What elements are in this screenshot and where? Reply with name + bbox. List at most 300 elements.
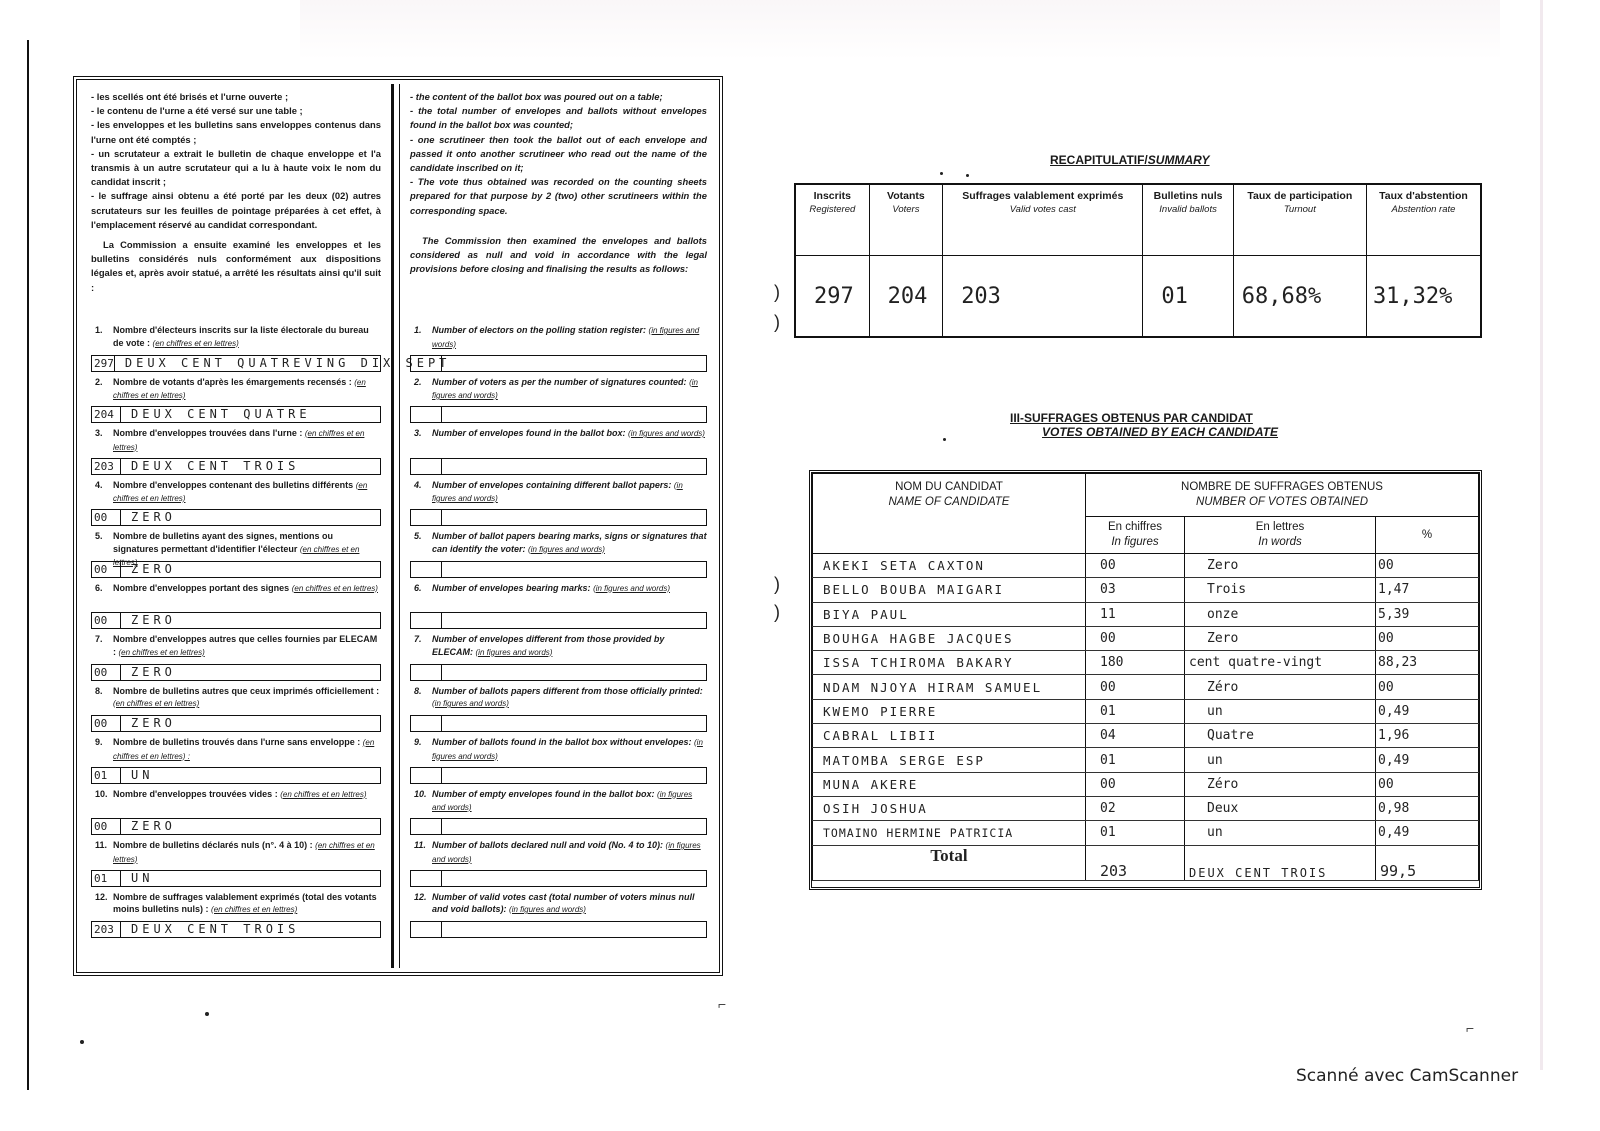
answer-words[interactable]: UN	[131, 767, 154, 782]
votes-percent[interactable]: 00	[1376, 554, 1479, 578]
question-label: Nombre de bulletins autres que ceux imprimés officiellement :	[113, 685, 380, 696]
question-label: Number of envelopes found in the ballot box:	[432, 428, 626, 438]
table-row	[813, 602, 1479, 626]
candidate-name: KWEMO PIERRE	[813, 699, 1086, 723]
english-column	[399, 84, 717, 968]
votes-words[interactable]: Zero	[1185, 554, 1376, 578]
candidate-name: BOUHGA HAGBE JACQUES	[813, 626, 1086, 650]
question-12	[410, 891, 707, 943]
question-2	[91, 376, 381, 428]
candidate-name: BELLO BOUBA MAIGARI	[813, 578, 1086, 602]
turnout-value[interactable]: 68,68%	[1233, 256, 1366, 338]
intro-bullet: - one scrutineer then took the ballot out of each envelope and passed it onto another scrutineer who read out the name of the candidate inscribed on it;	[410, 133, 707, 174]
questions-en	[410, 324, 707, 942]
votes-percent[interactable]: 00	[1376, 772, 1479, 796]
candidate-name: CABRAL LIBII	[813, 724, 1086, 748]
section-3-title	[1010, 411, 1278, 439]
camscanner-watermark: Scanné avec CamScanner	[1296, 1066, 1519, 1086]
question-1	[410, 324, 707, 376]
votes-words[interactable]: un	[1185, 821, 1376, 845]
total-row	[813, 845, 1479, 880]
question-hint: (in figures and words)	[432, 841, 701, 864]
answer-words[interactable]	[442, 510, 706, 525]
answer-figure[interactable]: 00	[92, 613, 121, 628]
question-label: Number of envelopes bearing marks:	[432, 582, 591, 593]
question-hint: (en chiffres et en lettres)	[291, 583, 378, 593]
answer-words[interactable]: ZERO	[131, 819, 176, 833]
votes-words[interactable]: Zéro	[1185, 675, 1376, 699]
question-label: Nombre d'enveloppes trouvées vides :	[113, 788, 278, 799]
answer-words[interactable]	[442, 665, 706, 680]
header-en: Abstention rate	[1391, 204, 1456, 215]
scan-bleed-through	[300, 0, 1500, 60]
votes-figure[interactable]: 01	[1086, 748, 1185, 772]
answer-field[interactable]	[91, 715, 381, 732]
summary-table	[794, 183, 1482, 338]
question-number: 5.	[95, 531, 103, 541]
answer-field[interactable]	[91, 509, 381, 526]
question-label: Number of voters as per the number of signatures counted:	[432, 376, 687, 387]
intro-bullet: - the content of the ballot box was poured out on a table;	[410, 91, 663, 102]
header-fr: Bulletins nuls	[1153, 190, 1223, 202]
question-hint: (en chiffres et en lettres)	[113, 544, 360, 567]
question-number: 9.	[95, 737, 103, 747]
answer-field[interactable]	[410, 612, 707, 629]
question-number: 7.	[414, 634, 422, 644]
question-7	[91, 633, 381, 685]
question-number: 12.	[414, 891, 427, 902]
intro-bullet: - the total number of envelopes and ballots without envelopes found in the ballot box was counted;	[410, 105, 707, 131]
answer-figure[interactable]	[411, 510, 442, 525]
header-fr: En lettres	[1255, 521, 1305, 533]
registered-value[interactable]: 297	[795, 256, 869, 338]
question-number: 6.	[414, 582, 422, 593]
scan-speck	[940, 172, 943, 175]
summary-title-en: SUMMARY	[1147, 153, 1210, 167]
question-label: Nombre d'enveloppes portant des signes	[113, 582, 290, 593]
col-invalid-ballots	[1143, 184, 1233, 256]
votes-figure[interactable]: 01	[1086, 821, 1185, 845]
header-row-1	[813, 474, 1479, 517]
votes-words[interactable]: Quatre	[1185, 724, 1376, 748]
question-hint: (in figures and words)	[432, 699, 509, 708]
answer-words[interactable]	[442, 716, 706, 731]
question-hint: (en chiffres et en lettres)	[152, 338, 239, 348]
question-number: 3.	[414, 428, 422, 438]
answer-field[interactable]	[410, 921, 707, 938]
intro-bullet: - les scellés ont été brisés et l'urne ouverte ;	[91, 91, 289, 102]
votes-figure[interactable]: 11	[1086, 602, 1185, 626]
answer-field[interactable]	[91, 561, 381, 578]
question-number: 7.	[95, 634, 103, 644]
candidate-name: OSIH JOSHUA	[813, 796, 1086, 820]
answer-words[interactable]	[442, 407, 706, 422]
votes-percent[interactable]: 1,96	[1376, 724, 1479, 748]
header-fr: Taux d'abstention	[1379, 190, 1468, 202]
counting-report-form	[73, 76, 723, 976]
question-3	[410, 427, 707, 479]
votes-figure[interactable]: 180	[1086, 651, 1185, 675]
summary-values-row	[795, 256, 1481, 338]
header-en: Turnout	[1283, 204, 1316, 215]
question-12	[91, 891, 381, 943]
candidate-name: ISSA TCHIROMA BAKARY	[813, 651, 1086, 675]
answer-field[interactable]	[91, 406, 381, 423]
votes-percent[interactable]: 0,49	[1376, 699, 1479, 723]
votes-figure[interactable]: 02	[1086, 796, 1185, 820]
answer-words[interactable]: DEUX CENT TROIS	[131, 458, 300, 473]
question-number: 2.	[414, 376, 422, 387]
answer-figure[interactable]: 00	[92, 510, 121, 525]
scan-speck	[966, 174, 969, 177]
answer-field[interactable]	[410, 870, 707, 887]
header-en: In figures	[1111, 536, 1159, 548]
answer-figure[interactable]: 00	[92, 562, 121, 577]
votes-words[interactable]: Trois	[1185, 578, 1376, 602]
votes-words[interactable]: cent quatre-vingt	[1185, 651, 1376, 675]
answer-figure[interactable]	[411, 922, 442, 937]
header-fr: Votants	[887, 190, 925, 202]
answer-field[interactable]	[410, 406, 707, 423]
votes-words[interactable]: Deux	[1185, 796, 1376, 820]
votes-figure[interactable]: 00	[1086, 772, 1185, 796]
answer-field[interactable]	[91, 664, 381, 681]
question-9	[91, 736, 381, 788]
col-abstention	[1366, 184, 1481, 256]
question-number: 4.	[95, 479, 103, 490]
question-hint: (en chiffres et en lettres)	[280, 789, 367, 799]
question-label: Number of ballots declared null and void (No. 4 to 10):	[432, 840, 664, 850]
answer-figure[interactable]	[411, 871, 442, 886]
question-label: Nombre de suffrages valablement exprimés (total des votants moins bulletins nuls) :	[113, 891, 377, 914]
intro-en	[410, 90, 707, 276]
question-hint: (in figures and words)	[432, 480, 683, 503]
col-registered	[795, 184, 869, 256]
answer-figure[interactable]: 203	[92, 459, 121, 474]
answer-field[interactable]	[91, 458, 381, 475]
intro-paragraph: The Commission then examined the envelopes and ballots considered as null and void in accordance with the legal provisions before closing and finalising the results as follows:	[410, 234, 707, 275]
question-9	[410, 736, 707, 788]
header-fr: NOMBRE DE SUFFRAGES OBTENUS	[1181, 481, 1383, 493]
answer-words[interactable]	[442, 356, 706, 371]
candidate-table	[812, 473, 1479, 881]
page-corner-mark: ⌐	[718, 996, 727, 1012]
answer-field[interactable]	[410, 767, 707, 784]
answer-figure[interactable]	[411, 562, 442, 577]
intro-bullet: - les enveloppes et les bulletins sans enveloppes contenus dans l'urne ont été comptés ;	[91, 119, 381, 145]
question-hint: (en chiffres et en lettres)	[118, 647, 205, 657]
votes-figure[interactable]: 01	[1086, 699, 1185, 723]
table-row	[813, 626, 1479, 650]
question-8	[410, 685, 707, 737]
scan-speck	[943, 438, 946, 441]
question-11	[91, 839, 381, 891]
answer-figure[interactable]	[411, 665, 442, 680]
question-hint: (en chiffres et en lettres)	[113, 429, 365, 452]
answer-field[interactable]	[410, 458, 707, 475]
votes-percent[interactable]: 0,49	[1376, 821, 1479, 845]
answer-words[interactable]: ZERO	[131, 613, 176, 627]
question-label: Nombre de bulletins déclarés nuls (n°. 4 à 10) :	[113, 840, 313, 850]
question-number: 6.	[95, 582, 103, 593]
question-number: 5.	[414, 531, 422, 541]
question-label: Nombre d'électeurs inscrits sur la liste électorale du bureau de vote :	[113, 325, 369, 348]
question-label: Number of empty envelopes found in the ballot box:	[432, 788, 655, 799]
summary-title	[1050, 153, 1210, 167]
question-number: 10.	[95, 788, 108, 799]
question-10	[91, 788, 381, 840]
answer-words[interactable]: ZERO	[131, 716, 176, 730]
answer-words[interactable]: DEUX CENT QUATRE	[131, 407, 311, 421]
table-row	[813, 772, 1479, 796]
valid-votes-value[interactable]: 203	[943, 256, 1143, 338]
question-label: Number of envelopes containing different ballot papers:	[432, 479, 672, 490]
question-number: 4.	[414, 479, 422, 490]
answer-field[interactable]	[410, 509, 707, 526]
answer-figure[interactable]	[411, 407, 442, 422]
question-label: Nombre de votants d'après les émargements recensés :	[113, 376, 352, 387]
question-hint: (in figures and words)	[432, 789, 693, 812]
table-row	[813, 821, 1479, 845]
answer-figure[interactable]	[411, 356, 442, 371]
header-in-words	[1185, 517, 1376, 554]
question-hint: (en chiffres et en lettres)	[113, 699, 200, 708]
votes-percent[interactable]: 0,49	[1376, 748, 1479, 772]
answer-field[interactable]	[410, 715, 707, 732]
header-en: Voters	[892, 204, 920, 215]
votes-percent[interactable]: 88,23	[1376, 651, 1479, 675]
candidate-name: BIYA PAUL	[813, 602, 1086, 626]
answer-words[interactable]	[442, 922, 706, 937]
question-3	[91, 427, 381, 479]
question-hint: (in figures and words)	[628, 429, 705, 438]
intro-bullet: - le contenu de l'urne a été versé sur une table ;	[91, 105, 303, 117]
answer-words[interactable]: UN	[131, 870, 154, 885]
margin-mark: )	[774, 574, 780, 594]
header-candidate-name	[813, 474, 1086, 554]
col-voters	[869, 184, 943, 256]
answer-words[interactable]	[442, 562, 706, 577]
total-words[interactable]: DEUX CENT TROIS	[1185, 845, 1376, 880]
question-label: Number of envelopes different from those provided by ELECAM:	[432, 634, 665, 657]
answer-words[interactable]: ZERO	[131, 510, 176, 524]
summary-title-fr: RECAPITULATIF/	[1050, 153, 1148, 167]
page-edge	[27, 40, 29, 1090]
answer-words[interactable]: DEUX CENT TROIS	[131, 922, 300, 936]
answer-figure[interactable]: 00	[92, 716, 121, 731]
section-3-title-en: VOTES OBTAINED BY EACH CANDIDATE	[1042, 425, 1279, 439]
page-edge	[1540, 0, 1543, 1070]
question-number: 10.	[414, 788, 427, 799]
candidate-results-table	[809, 470, 1482, 890]
votes-words[interactable]: Zero	[1185, 626, 1376, 650]
question-label: Number of ballot papers bearing marks, signs or signatures that can identify the voter:	[432, 531, 707, 554]
french-column	[81, 84, 451, 968]
question-number: 1.	[414, 325, 422, 335]
intro-bullet: - The vote thus obtained was recorded on the counting sheets prepared for that purpose by 2 (two) other scrutineers within the corresponding space.	[410, 176, 707, 216]
question-number: 3.	[95, 428, 103, 438]
votes-words[interactable]: Zéro	[1185, 772, 1376, 796]
table-row	[813, 724, 1479, 748]
table-row	[813, 651, 1479, 675]
header-fr: Suffrages valablement exprimés	[962, 190, 1124, 202]
votes-figure[interactable]: 00	[1086, 554, 1185, 578]
answer-field[interactable]	[410, 664, 707, 681]
table-row	[813, 796, 1479, 820]
votes-figure[interactable]: 04	[1086, 724, 1185, 748]
total-figure[interactable]: 203	[1086, 845, 1185, 880]
question-number: 9.	[414, 737, 422, 747]
table-row	[813, 675, 1479, 699]
question-hint: (in figures and words)	[432, 738, 703, 761]
invalid-ballots-value[interactable]: 01	[1143, 256, 1233, 338]
question-label: Nombre de bulletins trouvés dans l'urne sans enveloppe :	[113, 737, 361, 747]
answer-figure[interactable]	[411, 819, 442, 834]
question-hint: (en chiffres et en lettres)	[113, 841, 375, 864]
question-hint: (in figures and words)	[528, 544, 605, 554]
total-percent[interactable]: 99,5	[1376, 845, 1479, 880]
answer-words[interactable]	[442, 613, 706, 628]
votes-words[interactable]: onze	[1185, 602, 1376, 626]
answer-figure[interactable]: 203	[92, 922, 121, 937]
question-8	[91, 685, 381, 737]
question-hint: (en chiffres et en lettres)	[113, 480, 368, 503]
table-row	[813, 748, 1479, 772]
scan-speck	[80, 1040, 84, 1044]
question-number: 1.	[95, 325, 103, 335]
intro-fr	[91, 90, 381, 295]
col-valid-votes	[943, 184, 1143, 256]
answer-figure[interactable]: 01	[92, 871, 121, 886]
header-in-figures	[1086, 517, 1185, 554]
header-en: NAME OF CANDIDATE	[888, 496, 1010, 508]
answer-field[interactable]	[91, 612, 381, 629]
answer-figure[interactable]: 01	[92, 768, 121, 783]
candidate-name: AKEKI SETA CAXTON	[813, 554, 1086, 578]
intro-paragraph: La Commission a ensuite examiné les enveloppes et les bulletins considérés nuls conformément aux dispositions légales et, après avoir statué, a arrêté les résultats ainsi qu'il suit :	[91, 239, 381, 293]
answer-field[interactable]	[91, 870, 381, 887]
scan-speck	[205, 1012, 209, 1016]
total-label: Total	[813, 845, 1086, 880]
votes-words[interactable]: un	[1185, 699, 1376, 723]
questions-fr	[91, 324, 451, 942]
intro-bullet: - un scrutateur a extrait le bulletin de chaque enveloppe et l'a transmis à un autre scrutateur qui a lu à haute voix le nom du candidat inscrit ;	[91, 147, 381, 188]
answer-field[interactable]	[91, 767, 381, 784]
table-row	[813, 699, 1479, 723]
answer-field[interactable]	[91, 921, 381, 938]
question-label: Nombre d'enveloppes trouvées dans l'urne :	[113, 428, 303, 438]
candidate-name: MUNA AKERE	[813, 772, 1086, 796]
answer-field[interactable]	[91, 355, 451, 372]
question-number: 11.	[414, 840, 426, 850]
question-4	[91, 479, 381, 531]
votes-percent[interactable]: 1,47	[1376, 578, 1479, 602]
margin-mark: )	[774, 312, 780, 332]
answer-figure[interactable]	[411, 768, 442, 783]
voters-value[interactable]: 204	[869, 256, 943, 338]
margin-mark: )	[774, 282, 780, 302]
question-label: Number of ballots papers different from those officially printed:	[432, 685, 703, 696]
question-label: Nombre d'enveloppes autres que celles fournies par ELECAM :	[113, 634, 378, 657]
question-hint: (in figures and words)	[432, 326, 700, 349]
votes-percent[interactable]: 0,98	[1376, 796, 1479, 820]
header-fr: NOM DU CANDIDAT	[895, 481, 1003, 493]
answer-figure[interactable]: 297	[94, 356, 114, 370]
answer-figure[interactable]: 00	[92, 819, 121, 834]
question-hint: (en chiffres et en lettres) :	[113, 738, 375, 761]
question-number: 8.	[95, 685, 103, 696]
question-hint: (in figures and words)	[593, 583, 670, 593]
abstention-value[interactable]: 31,32%	[1366, 256, 1481, 338]
votes-figure[interactable]: 00	[1086, 626, 1185, 650]
answer-figure[interactable]: 204	[92, 407, 121, 422]
header-en: Registered	[809, 204, 856, 215]
question-number: 2.	[95, 376, 103, 387]
question-hint: (in figures and words)	[475, 647, 553, 657]
question-hint: (en chiffres et en lettres)	[113, 377, 366, 400]
answer-field[interactable]	[410, 818, 707, 835]
answer-words[interactable]: DEUX CENT QUATREVING DIX SEPT	[124, 355, 451, 370]
question-number: 8.	[414, 685, 422, 696]
candidate-name: NDAM NJOYA HIRAM SAMUEL	[813, 675, 1086, 699]
question-number: 12.	[95, 891, 108, 902]
answer-figure[interactable]: 00	[92, 665, 121, 680]
answer-field[interactable]	[410, 355, 707, 372]
table-row	[813, 578, 1479, 602]
answer-figure[interactable]	[411, 459, 442, 474]
answer-words[interactable]	[442, 819, 706, 834]
answer-field[interactable]	[91, 818, 381, 835]
question-hint: (en chiffres et en lettres)	[211, 905, 298, 914]
answer-figure[interactable]	[411, 613, 442, 628]
votes-words[interactable]: un	[1185, 748, 1376, 772]
answer-field[interactable]	[410, 561, 707, 578]
answer-figure[interactable]	[411, 716, 442, 731]
header-en: NUMBER OF VOTES OBTAINED	[1195, 496, 1369, 508]
header-percent: %	[1376, 517, 1479, 554]
votes-figure[interactable]: 00	[1086, 675, 1185, 699]
votes-percent[interactable]: 00	[1376, 675, 1479, 699]
question-1	[91, 324, 451, 376]
votes-figure[interactable]: 03	[1086, 578, 1185, 602]
header-fr: Taux de participation	[1247, 190, 1353, 202]
question-hint: (in figures and words)	[432, 377, 698, 400]
header-fr: Inscrits	[813, 190, 851, 202]
votes-percent[interactable]: 5,39	[1376, 602, 1479, 626]
candidate-name: TOMAINO HERMINE PATRICIA	[813, 821, 1086, 845]
header-fr: En chiffres	[1107, 521, 1163, 533]
question-label: Number of ballots found in the ballot box without envelopes:	[432, 737, 692, 747]
summary-header-row	[795, 184, 1481, 256]
question-7	[410, 633, 707, 685]
answer-words[interactable]: ZERO	[131, 561, 176, 576]
question-label: Number of electors on the polling station register:	[432, 325, 647, 335]
question-label: Nombre de bulletins ayant des signes, mentions ou signatures permettant d'identifier l'électeur	[113, 531, 334, 554]
question-5	[91, 530, 381, 582]
votes-percent[interactable]: 00	[1376, 626, 1479, 650]
question-label: Number of valid votes cast (total number of voters minus null and void ballots):	[432, 891, 695, 914]
answer-words[interactable]	[442, 768, 706, 783]
answer-words[interactable]	[442, 871, 706, 886]
question-5	[410, 530, 707, 582]
header-en: Invalid ballots	[1159, 204, 1217, 215]
header-en: Valid votes cast	[1009, 204, 1076, 215]
question-label: Nombre d'enveloppes contenant des bulletins différents	[113, 479, 354, 490]
candidate-name: MATOMBA SERGE ESP	[813, 748, 1086, 772]
answer-words[interactable]	[442, 459, 706, 474]
answer-words[interactable]: ZERO	[131, 664, 176, 679]
question-6	[91, 582, 381, 634]
